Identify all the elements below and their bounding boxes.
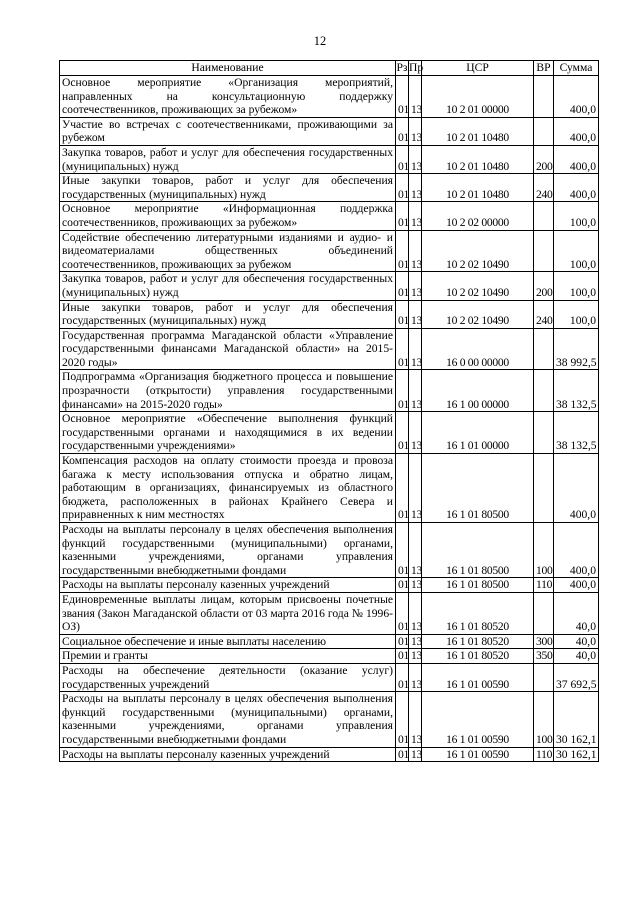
row-csr-cell: 16 1 00 00000 — [422, 370, 534, 412]
row-vr-cell: 100 — [534, 523, 554, 578]
row-vr-cell: 110 — [534, 578, 554, 593]
row-name-cell: Подпрограмма «Организация бюджетного процесса и повышение прозрачности (открытости) управления государственными финансами» на 2015-2020 годы» — [60, 370, 396, 412]
row-pr-cell: 13 — [409, 663, 422, 691]
row-pr-cell: 13 — [409, 145, 422, 173]
row-sum-cell: 38 132,5 — [554, 370, 599, 412]
row-name-cell: Премии и гранты — [60, 649, 396, 664]
row-rz-cell: 01 — [396, 578, 409, 593]
row-vr-cell — [534, 454, 554, 523]
row-pr-cell: 13 — [409, 747, 422, 762]
row-pr-cell: 13 — [409, 230, 422, 272]
row-csr-cell: 10 2 01 00000 — [422, 76, 534, 118]
row-vr-cell: 240 — [534, 300, 554, 328]
table-row — [60, 272, 599, 300]
row-vr-cell — [534, 117, 554, 145]
row-sum-cell: 100,0 — [554, 300, 599, 328]
row-sum-cell: 30 162,1 — [554, 747, 599, 762]
row-sum-cell: 40,0 — [554, 634, 599, 649]
row-csr-cell: 10 2 02 00000 — [422, 202, 534, 230]
header-rz: Рз — [396, 61, 408, 75]
row-csr-cell: 16 1 01 80500 — [422, 578, 534, 593]
row-csr-cell: 10 2 01 10480 — [422, 145, 534, 173]
row-name-cell: Участие во встречах с соотечественниками, проживающими за рубежом — [60, 117, 396, 145]
row-name-cell: Основное мероприятие «Информационная поддержка соотечественников, проживающих за рубежом» — [60, 202, 396, 230]
row-vr-cell — [534, 202, 554, 230]
row-sum-cell: 100,0 — [554, 202, 599, 230]
row-vr-cell — [534, 328, 554, 370]
row-csr-cell: 16 1 01 80500 — [422, 454, 534, 523]
row-sum-cell: 37 692,5 — [554, 663, 599, 691]
row-name-cell: Закупка товаров, работ и услуг для обеспечения государственных (муниципальных) нужд — [60, 272, 396, 300]
row-sum-cell: 38 132,5 — [554, 412, 599, 454]
row-sum-cell: 400,0 — [554, 117, 599, 145]
row-csr-cell: 10 2 02 10490 — [422, 230, 534, 272]
row-pr-cell: 13 — [409, 634, 422, 649]
row-rz-cell: 01 — [396, 272, 409, 300]
header-vr: ВР — [534, 61, 554, 76]
row-csr-cell: 10 2 01 10480 — [422, 117, 534, 145]
row-rz-cell: 01 — [396, 523, 409, 578]
row-vr-cell: 110 — [534, 747, 554, 762]
row-pr-cell: 13 — [409, 328, 422, 370]
row-rz-cell: 01 — [396, 454, 409, 523]
table-row — [60, 663, 599, 691]
row-csr-cell: 10 2 02 10490 — [422, 300, 534, 328]
row-sum-cell: 400,0 — [554, 174, 599, 202]
table-row — [60, 592, 599, 634]
row-csr-cell: 16 1 01 00590 — [422, 692, 534, 747]
row-csr-cell: 16 1 01 80500 — [422, 523, 534, 578]
table-row — [60, 230, 599, 272]
header-pr: Пр — [409, 61, 424, 75]
row-sum-cell: 40,0 — [554, 649, 599, 664]
header-name: Наименование — [60, 61, 396, 76]
row-name-cell: Расходы на выплаты персоналу казенных учреждений — [60, 578, 396, 593]
row-pr-cell: 13 — [409, 578, 422, 593]
table-row — [60, 578, 599, 593]
row-vr-cell — [534, 412, 554, 454]
row-rz-cell: 01 — [396, 300, 409, 328]
row-rz-cell: 01 — [396, 634, 409, 649]
table-row — [60, 634, 599, 649]
row-pr-cell: 13 — [409, 76, 422, 118]
row-sum-cell: 400,0 — [554, 145, 599, 173]
table-row — [60, 412, 599, 454]
row-rz-cell: 01 — [396, 592, 409, 634]
row-name-cell: Социальное обеспечение и иные выплаты населению — [60, 634, 396, 649]
budget-table — [59, 60, 599, 762]
row-name-cell: Расходы на обеспечение деятельности (оказание услуг) государственных учреждений — [60, 663, 396, 691]
row-pr-cell: 13 — [409, 300, 422, 328]
row-vr-cell: 350 — [534, 649, 554, 664]
row-vr-cell — [534, 76, 554, 118]
table-row — [60, 523, 599, 578]
row-name-cell: Основное мероприятие «Организация мероприятий, направленных на консультационную поддержку соотечественников, проживающих за рубежом» — [60, 76, 396, 118]
row-vr-cell: 200 — [534, 272, 554, 300]
page-number: 12 — [313, 34, 327, 48]
row-sum-cell: 400,0 — [554, 454, 599, 523]
header-csr: ЦСР — [422, 61, 534, 76]
row-rz-cell: 01 — [396, 692, 409, 747]
row-csr-cell: 10 2 02 10490 — [422, 272, 534, 300]
row-sum-cell: 400,0 — [554, 578, 599, 593]
row-rz-cell: 01 — [396, 328, 409, 370]
table-row — [60, 117, 599, 145]
row-rz-cell: 01 — [396, 370, 409, 412]
table-row — [60, 174, 599, 202]
row-rz-cell: 01 — [396, 145, 409, 173]
row-csr-cell: 16 1 01 80520 — [422, 649, 534, 664]
row-name-cell: Содействие обеспечению литературными изданиями и аудио- и видеоматериалами общественных объединений соотечественников, проживающих за рубежом — [60, 230, 396, 272]
row-sum-cell: 40,0 — [554, 592, 599, 634]
row-csr-cell: 16 1 01 00590 — [422, 747, 534, 762]
row-rz-cell: 01 — [396, 76, 409, 118]
row-vr-cell — [534, 230, 554, 272]
table-header-row — [60, 61, 599, 76]
table-row — [60, 370, 599, 412]
table-row — [60, 145, 599, 173]
row-rz-cell: 01 — [396, 649, 409, 664]
row-name-cell: Иные закупки товаров, работ и услуг для обеспечения государственных (муниципальных) нужд — [60, 174, 396, 202]
row-pr-cell: 13 — [409, 649, 422, 664]
row-vr-cell: 200 — [534, 145, 554, 173]
row-name-cell: Компенсация расходов на оплату стоимости проезда и провоза багажа к месту использования отпуска и обратно лицам, работающим в организациях, финансируемых из областного бюджета, расположенных в районах Крайнего Севера и приравненных к ним местностях — [60, 454, 396, 523]
row-sum-cell: 400,0 — [554, 523, 599, 578]
row-vr-cell — [534, 370, 554, 412]
row-name-cell: Расходы на выплаты персоналу в целях обеспечения выполнения функций государственными (муниципальными) органами, казенными учреждениями, органами управления государственными внебюджетными фондами — [60, 692, 396, 747]
row-csr-cell: 16 1 01 00000 — [422, 412, 534, 454]
row-sum-cell: 30 162,1 — [554, 692, 599, 747]
row-pr-cell: 13 — [409, 412, 422, 454]
row-vr-cell: 240 — [534, 174, 554, 202]
table-body — [60, 76, 599, 762]
row-name-cell: Расходы на выплаты персоналу в целях обеспечения выполнения функций государственными (муниципальными) органами, казенными учреждениями, органами управления государственными внебюджетными фондами — [60, 523, 396, 578]
row-pr-cell: 13 — [409, 202, 422, 230]
row-pr-cell: 13 — [409, 692, 422, 747]
row-name-cell: Закупка товаров, работ и услуг для обеспечения государственных (муниципальных) нужд — [60, 145, 396, 173]
row-pr-cell: 13 — [409, 370, 422, 412]
table-row — [60, 328, 599, 370]
row-rz-cell: 01 — [396, 230, 409, 272]
row-sum-cell: 100,0 — [554, 272, 599, 300]
row-pr-cell: 13 — [409, 592, 422, 634]
row-rz-cell: 01 — [396, 174, 409, 202]
row-name-cell: Государственная программа Магаданской области «Управление государственными финансами Магаданской области» на 2015-2020 годы» — [60, 328, 396, 370]
row-pr-cell: 13 — [409, 174, 422, 202]
row-pr-cell: 13 — [409, 272, 422, 300]
row-name-cell: Иные закупки товаров, работ и услуг для обеспечения государственных (муниципальных) нужд — [60, 300, 396, 328]
row-sum-cell: 100,0 — [554, 230, 599, 272]
row-rz-cell: 01 — [396, 412, 409, 454]
row-vr-cell: 300 — [534, 634, 554, 649]
row-rz-cell: 01 — [396, 747, 409, 762]
row-pr-cell: 13 — [409, 454, 422, 523]
row-csr-cell: 16 0 00 00000 — [422, 328, 534, 370]
row-pr-cell: 13 — [409, 117, 422, 145]
table-row — [60, 649, 599, 664]
table-row — [60, 692, 599, 747]
row-csr-cell: 10 2 01 10480 — [422, 174, 534, 202]
table-row — [60, 300, 599, 328]
row-name-cell: Основное мероприятие «Обеспечение выполнения функций государственными органами и находящимися в их ведении государственными учреждениями» — [60, 412, 396, 454]
row-rz-cell: 01 — [396, 202, 409, 230]
row-sum-cell: 400,0 — [554, 76, 599, 118]
table-row — [60, 747, 599, 762]
row-csr-cell: 16 1 01 00590 — [422, 663, 534, 691]
row-csr-cell: 16 1 01 80520 — [422, 592, 534, 634]
header-sum: Сумма — [554, 61, 599, 76]
table-row — [60, 202, 599, 230]
row-name-cell: Единовременные выплаты лицам, которым присвоены почетные звания (Закон Магаданской области от 03 марта 2016 года № 1996-ОЗ) — [60, 592, 396, 634]
row-name-cell: Расходы на выплаты персоналу казенных учреждений — [60, 747, 396, 762]
row-csr-cell: 16 1 01 80520 — [422, 634, 534, 649]
row-rz-cell: 01 — [396, 117, 409, 145]
row-vr-cell — [534, 663, 554, 691]
row-vr-cell — [534, 592, 554, 634]
row-pr-cell: 13 — [409, 523, 422, 578]
row-sum-cell: 38 992,5 — [554, 328, 599, 370]
table-row — [60, 454, 599, 523]
row-vr-cell: 100 — [534, 692, 554, 747]
table-row — [60, 76, 599, 118]
row-rz-cell: 01 — [396, 663, 409, 691]
